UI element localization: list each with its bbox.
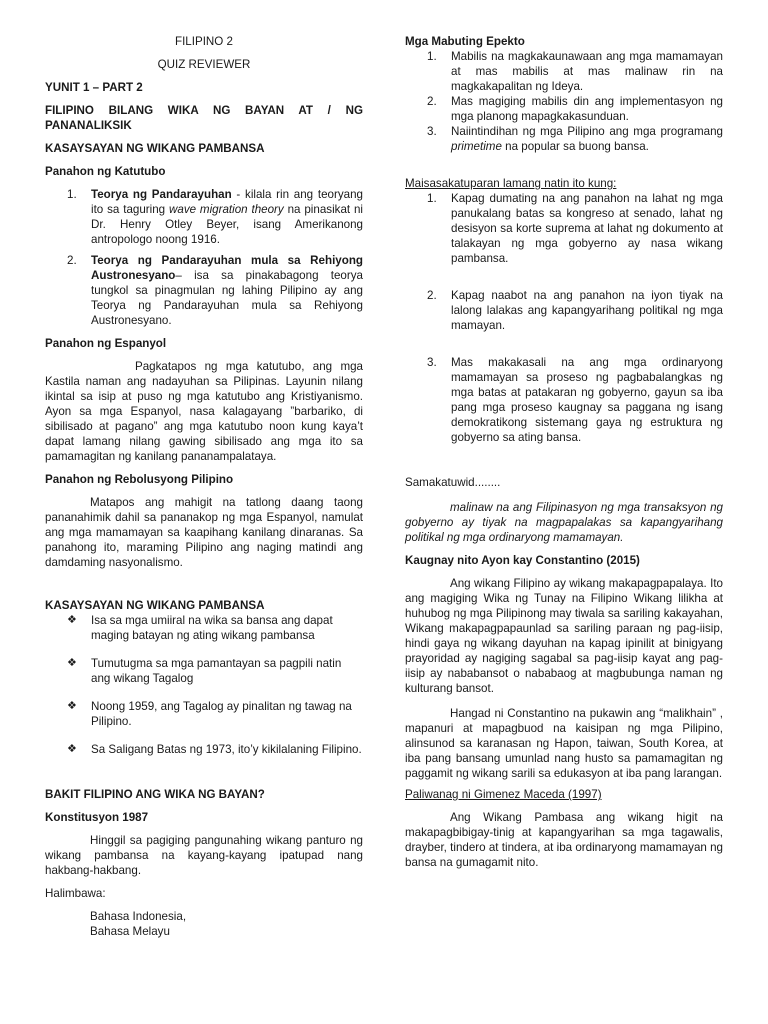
diamond-bullet-icon: ❖ — [67, 700, 77, 712]
list-text: Naiintindihan ng mga Pilipino ang mga programang — [451, 125, 723, 138]
theory-text: na pinasikat ni Dr. Henry Otley Beyer, isang Amerikanong antropologo noong 1916. — [91, 203, 363, 246]
list-item — [45, 613, 363, 643]
maceda-paragraph: Ang Wikang Pambasa ang wikang higit na makapagbibigay-tinig at kapangyarihan sa mga tagawalis, drayber, tindero at tindera, at iba ordinaryong mamamayan ng bansa na gumagamit nito. — [405, 811, 723, 869]
bullet-text: Isa sa mga umiiral na wika sa bansa ang dapat maging batayan ng ating wikang pambansa — [91, 614, 333, 642]
conditions-heading: Maisasakatuparan lamang natin ito kung: — [405, 177, 617, 190]
list-text: Mas makakasali na ang mga ordinaryong mamamayan sa proseso ng pagbabalangkas ng mga batas at patakaran ng gobyerno, gayun sa iba pang mga proseso kaugnay sa paggana ng isang demokratikong sistemang gaya ng estruktura ng gobyerno sa ating bansa. — [451, 356, 723, 444]
constitution-heading: Konstitusyon 1987 — [45, 811, 149, 824]
theory-text: – isa sa pinakabagong teorya tungkol sa pinagmulan ng lahing Pilipino ay ang Teorya ng Pandarayuhan mula sa Rehiyong Austronesyano. — [91, 269, 363, 327]
rebolusyon-paragraph: Matapos ang mahigit na tatlong daang taong pananahimik dahil sa pananakop ng mga Espanyol, namulat ang mga mamamayan sa kaapihang kanilang dinaranas. Sa panahong ito, maraming Pilipino ang naging matindi ang damdaming nasyonalismo. — [45, 496, 363, 569]
theory-text: - kilala rin ang teoryang ito sa taguring — [91, 188, 363, 216]
list-item — [45, 699, 363, 729]
list-number: 2. — [427, 95, 437, 108]
list-number: 1. — [427, 192, 437, 205]
list-text: na popular sa buong bansa. — [501, 140, 649, 153]
list-item — [45, 656, 363, 686]
list-number: 3. — [427, 125, 437, 138]
theory-term: Teorya ng Pandarayuhan mula sa Rehiyong Austronesyano — [91, 254, 363, 282]
list-item — [405, 124, 723, 154]
topic-heading: FILIPINO BILANG WIKA NG BAYAN AT / NG PANANALIKSIK — [45, 104, 363, 132]
list-item — [45, 253, 363, 328]
theory-italic: wave migration theory — [169, 203, 284, 216]
maceda-heading: Paliwanag ni Gimenez Maceda (1997) — [405, 788, 602, 801]
diamond-bullet-icon: ❖ — [67, 743, 77, 755]
list-text: Kapag dumating na ang panahon na lahat ng mga panukalang batas sa kongreso at senado, lahat ng desisyon sa korte suprema at lahat ng dokumento at talakayan ng mga gobyerno ay nasa wikang pambansa. — [451, 192, 723, 265]
history-bullet-list — [45, 613, 363, 757]
list-number: 1. — [67, 188, 77, 201]
list-text: Mabilis na magkakaunawaan ang mga mamamayan at mas mabilis at mas malinaw rin na magkakapalitan ng Ideya. — [451, 50, 723, 93]
theory-term: Teorya ng Pandarayuhan — [91, 188, 232, 201]
period-rebolusyon-heading: Panahon ng Rebolusyong Pilipino — [45, 473, 234, 486]
period-espanyol-heading: Panahon ng Espanyol — [45, 337, 167, 350]
document-title: QUIZ REVIEWER — [157, 58, 251, 71]
bullet-text: Tumutugma sa mga pamantayan sa pagpili natin ang wikang Tagalog — [91, 657, 342, 685]
list-number: 3. — [427, 356, 437, 369]
bullet-text: Noong 1959, ang Tagalog ay pinalitan ng tawag na Pilipino. — [91, 700, 352, 728]
example-item: Bahasa Indonesia, — [90, 910, 187, 923]
diamond-bullet-icon: ❖ — [67, 614, 77, 626]
list-text: Kapag naabot na ang panahon na iyon tiyak na lalong lalakas ang kapangyarihang politikal ng mga mamayan. — [451, 289, 723, 332]
right-column — [405, 34, 723, 870]
espanyol-paragraph: Pagkatapos ng mga katutubo, ang mga Kastila naman ang nadayuhan sa Pilipinas. Layunin nilang ikintal sa isip at puso ng mga katutubo ang Kristiyanismo. Ayon sa mga Espanyol, nasa kalagayang ”barbariko, di sibilisado at pagano” ang mga katutubo noon kung kaya’t dapat lamang nilang gawing sibilisado ang mga ito sa pamamagitan ng kanilang pananampalataya. — [45, 360, 363, 463]
constantino-paragraph-2: Hangad ni Constantino na pukawin ang “malikhain” , mapanuri at mapagbuod na kaisipan ng mga Pilipino, alinsunod sa karanasan ng Hapon, taiwan, South Korea, at iba pang bansang umunlad nang husto sa pamamagitan ng paggamit ng wikang sarili sa edukasyon at iba pang larangan. — [405, 707, 723, 780]
unit-heading: YUNIT 1 – PART 2 — [45, 81, 143, 94]
constantino-heading: Kaugnay nito Ayon kay Constantino (2015) — [405, 554, 640, 567]
summary-paragraph: malinaw na ang Filipinasyon ng mga transaksyon ng gobyerno ay tiyak na magpapalakas sa kapangyarihang politikal ng mga ordinaryong mamamayan. — [405, 501, 723, 544]
list-item — [405, 191, 723, 266]
period-katutubo-heading: Panahon ng Katutubo — [45, 165, 166, 178]
list-number: 1. — [427, 50, 437, 63]
good-effects-list — [405, 49, 723, 154]
why-filipino-heading: BAKIT FILIPINO ANG WIKA NG BAYAN? — [45, 788, 265, 801]
history-heading: KASAYSAYAN NG WIKANG PAMBANSA — [45, 142, 265, 155]
katutubo-theory-list — [45, 187, 363, 328]
constitution-paragraph: Hinggil sa pagiging pangunahing wikang panturo ng wikang pambansa na kayang-kayang ipatupad nang hakbang-hakbang. — [45, 834, 363, 877]
constantino-paragraph-1: Ang wikang Filipino ay wikang makapagpapalaya. Ito ang magiging Wika ng Tunay na Filipino Wikang lilikha at huhubog ng mga Pilipinong may tiwala sa sariling kakayahan, Wikang makapagpapaunlad sa sariling paraan ng pag-iisip, hindi gaya ng wikang dayuhan na kapag ipinilit at binigyang prayoridad ay nagiging sagabal sa pag-iisip kayat ang pag-iisip ay nababansot o nababaog at magbubunga naman ng kulturang bansot. — [405, 577, 723, 695]
list-item — [405, 49, 723, 94]
example-item: Bahasa Melayu — [90, 925, 170, 938]
good-effects-heading: Mga Mabuting Epekto — [405, 35, 525, 48]
list-item — [405, 288, 723, 333]
bullet-text: Sa Saligang Batas ng 1973, ito’y kikilalaning Filipino. — [91, 743, 362, 756]
diamond-bullet-icon: ❖ — [67, 657, 77, 669]
list-item — [405, 355, 723, 445]
list-item — [45, 742, 363, 757]
list-item — [405, 94, 723, 124]
list-text: Mas magiging mabilis din ang implementasyon ng mga planong mapagkakasunduan. — [451, 95, 723, 123]
list-number: 2. — [427, 289, 437, 302]
history-heading-2: KASAYSAYAN NG WIKANG PAMBANSA — [45, 599, 265, 612]
course-title: FILIPINO 2 — [175, 35, 233, 48]
example-label: Halimbawa: — [45, 887, 106, 900]
list-italic: primetime — [451, 140, 502, 153]
summary-label: Samakatuwid........ — [405, 476, 501, 489]
left-column — [45, 34, 363, 939]
list-number: 2. — [67, 254, 77, 267]
conditions-list — [405, 191, 723, 445]
list-item — [45, 187, 363, 247]
example-list — [45, 909, 363, 939]
